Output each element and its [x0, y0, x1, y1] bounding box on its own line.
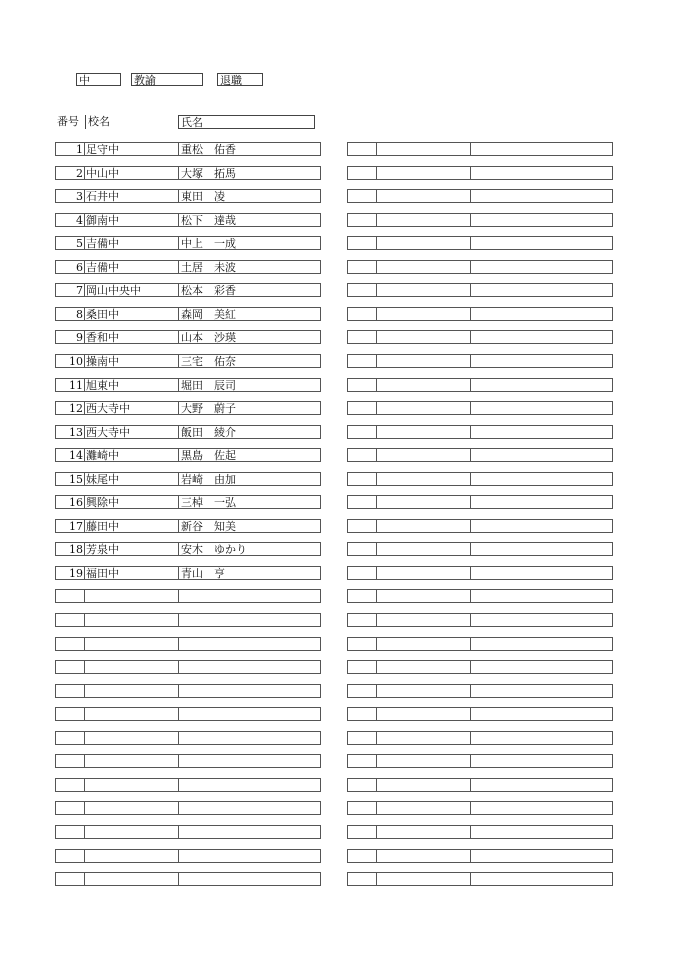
- cell-name: [178, 613, 321, 627]
- cell-school: [376, 825, 471, 839]
- cell-school: [376, 566, 471, 580]
- cell-school: [376, 378, 471, 392]
- cell-number: [347, 637, 377, 651]
- cell-name: [470, 283, 613, 297]
- cell-school: [376, 401, 471, 415]
- cell-number: [347, 566, 377, 580]
- cell-school: 西大寺中: [84, 401, 179, 415]
- cell-name: [470, 778, 613, 792]
- cell-number: [347, 684, 377, 698]
- cell-number: [55, 707, 85, 721]
- cell-name: [470, 236, 613, 250]
- cell-number: 16: [55, 495, 85, 509]
- cell-name: [470, 142, 613, 156]
- cell-name: 重松 佑香: [178, 142, 321, 156]
- cell-school: [84, 801, 179, 815]
- cell-school: 吉備中: [84, 236, 179, 250]
- cell-name: 大野 蔚子: [178, 401, 321, 415]
- cell-name: 東田 凌: [178, 189, 321, 203]
- cell-number: 18: [55, 542, 85, 556]
- column-header-name: 氏名: [178, 115, 315, 129]
- cell-school: [376, 307, 471, 321]
- cell-number: [347, 849, 377, 863]
- cell-school: 岡山中央中: [84, 283, 179, 297]
- cell-name: 三棹 一弘: [178, 495, 321, 509]
- cell-number: 10: [55, 354, 85, 368]
- cell-name: [178, 825, 321, 839]
- cell-name: [178, 684, 321, 698]
- cell-name: [470, 330, 613, 344]
- cell-school: 福田中: [84, 566, 179, 580]
- cell-number: 17: [55, 519, 85, 533]
- cell-number: 12: [55, 401, 85, 415]
- cell-number: [347, 754, 377, 768]
- cell-number: [347, 872, 377, 886]
- cell-number: [347, 401, 377, 415]
- cell-name: [470, 825, 613, 839]
- cell-name: [470, 684, 613, 698]
- cell-number: [55, 872, 85, 886]
- cell-school: [376, 519, 471, 533]
- cell-name: [470, 472, 613, 486]
- cell-school: [376, 754, 471, 768]
- cell-number: [347, 660, 377, 674]
- cell-number: [347, 378, 377, 392]
- cell-number: [347, 166, 377, 180]
- cell-school: 旭東中: [84, 378, 179, 392]
- cell-school: [84, 660, 179, 674]
- cell-school: [84, 637, 179, 651]
- cell-school: [376, 495, 471, 509]
- cell-name: [470, 189, 613, 203]
- cell-number: [55, 754, 85, 768]
- cell-school: [376, 354, 471, 368]
- cell-number: [347, 519, 377, 533]
- cell-number: [347, 425, 377, 439]
- cell-school: [84, 849, 179, 863]
- cell-number: [347, 495, 377, 509]
- cell-school: 灘崎中: [84, 448, 179, 462]
- cell-school: [84, 778, 179, 792]
- cell-name: [470, 637, 613, 651]
- cell-name: [470, 589, 613, 603]
- column-header-number: 番号: [57, 115, 79, 128]
- cell-school: [376, 330, 471, 344]
- cell-name: [178, 754, 321, 768]
- cell-number: [347, 283, 377, 297]
- cell-name: [470, 448, 613, 462]
- cell-name: 安木 ゆかり: [178, 542, 321, 556]
- cell-number: 19: [55, 566, 85, 580]
- column-header-school: 校名: [85, 115, 178, 129]
- cell-school: [376, 660, 471, 674]
- cell-name: [470, 566, 613, 580]
- cell-school: [376, 260, 471, 274]
- cell-number: [347, 731, 377, 745]
- cell-number: [347, 778, 377, 792]
- cell-name: [470, 378, 613, 392]
- cell-number: 14: [55, 448, 85, 462]
- cell-name: [470, 425, 613, 439]
- cell-number: 9: [55, 330, 85, 344]
- cell-number: [347, 213, 377, 227]
- cell-name: [178, 707, 321, 721]
- cell-number: 6: [55, 260, 85, 274]
- cell-name: [178, 778, 321, 792]
- cell-school: [84, 707, 179, 721]
- cell-number: [347, 825, 377, 839]
- cell-name: [470, 801, 613, 815]
- cell-name: 森岡 美紅: [178, 307, 321, 321]
- cell-school: [84, 731, 179, 745]
- cell-number: [55, 801, 85, 815]
- cell-school: [376, 472, 471, 486]
- cell-school: [84, 589, 179, 603]
- cell-name: [470, 307, 613, 321]
- cell-school: [376, 778, 471, 792]
- cell-number: [347, 260, 377, 274]
- cell-name: [470, 707, 613, 721]
- cell-school: 藤田中: [84, 519, 179, 533]
- cell-number: [55, 613, 85, 627]
- cell-school: [376, 731, 471, 745]
- cell-name: 山本 沙瑛: [178, 330, 321, 344]
- cell-name: [178, 731, 321, 745]
- cell-name: 土居 未波: [178, 260, 321, 274]
- cell-number: [55, 637, 85, 651]
- cell-name: [178, 660, 321, 674]
- cell-number: 13: [55, 425, 85, 439]
- cell-number: [347, 707, 377, 721]
- cell-name: 青山 亨: [178, 566, 321, 580]
- cell-school: [376, 589, 471, 603]
- cell-school: 御南中: [84, 213, 179, 227]
- cell-name: [470, 872, 613, 886]
- cell-name: [178, 849, 321, 863]
- cell-name: [470, 354, 613, 368]
- cell-school: 妹尾中: [84, 472, 179, 486]
- cell-name: [178, 872, 321, 886]
- cell-number: 1: [55, 142, 85, 156]
- cell-number: [347, 307, 377, 321]
- cell-name: 三宅 佑奈: [178, 354, 321, 368]
- cell-name: [470, 731, 613, 745]
- cell-school: 芳泉中: [84, 542, 179, 556]
- cell-number: [55, 660, 85, 674]
- cell-number: [347, 472, 377, 486]
- cell-name: [470, 166, 613, 180]
- cell-number: [347, 330, 377, 344]
- cell-name: [470, 754, 613, 768]
- cell-number: [347, 801, 377, 815]
- cell-name: [470, 542, 613, 556]
- cell-name: 黒島 佐起: [178, 448, 321, 462]
- cell-name: 堀田 辰司: [178, 378, 321, 392]
- cell-school: 吉備中: [84, 260, 179, 274]
- cell-number: [55, 589, 85, 603]
- cell-name: 岩崎 由加: [178, 472, 321, 486]
- cell-name: 大塚 拓馬: [178, 166, 321, 180]
- cell-number: 8: [55, 307, 85, 321]
- cell-number: [55, 825, 85, 839]
- cell-number: [55, 684, 85, 698]
- cell-school: [84, 754, 179, 768]
- cell-name: [178, 637, 321, 651]
- cell-number: [55, 731, 85, 745]
- cell-name: [470, 260, 613, 274]
- cell-name: [470, 613, 613, 627]
- cell-number: [55, 778, 85, 792]
- cell-name: [470, 519, 613, 533]
- cell-name: 飯田 綾介: [178, 425, 321, 439]
- cell-school: [376, 684, 471, 698]
- cell-name: [470, 401, 613, 415]
- cell-name: [470, 495, 613, 509]
- cell-school: [376, 801, 471, 815]
- cell-name: [178, 801, 321, 815]
- cell-school: [84, 825, 179, 839]
- cell-number: 4: [55, 213, 85, 227]
- cell-school: 操南中: [84, 354, 179, 368]
- cell-number: 2: [55, 166, 85, 180]
- cell-school: [376, 425, 471, 439]
- cell-number: 7: [55, 283, 85, 297]
- cell-number: 3: [55, 189, 85, 203]
- cell-school: [84, 613, 179, 627]
- cell-school: [84, 872, 179, 886]
- cell-number: [347, 448, 377, 462]
- cell-school: [84, 684, 179, 698]
- cell-school: [376, 707, 471, 721]
- header-box-status: 退職: [217, 73, 263, 86]
- cell-number: 5: [55, 236, 85, 250]
- cell-number: [55, 849, 85, 863]
- cell-number: [347, 542, 377, 556]
- cell-school: 興除中: [84, 495, 179, 509]
- cell-name: [470, 213, 613, 227]
- cell-school: [376, 849, 471, 863]
- cell-name: [178, 589, 321, 603]
- cell-school: [376, 542, 471, 556]
- cell-number: [347, 589, 377, 603]
- cell-school: [376, 142, 471, 156]
- cell-school: 足守中: [84, 142, 179, 156]
- cell-school: 桑田中: [84, 307, 179, 321]
- cell-school: [376, 637, 471, 651]
- cell-school: [376, 236, 471, 250]
- cell-number: [347, 236, 377, 250]
- cell-school: [376, 189, 471, 203]
- cell-number: 11: [55, 378, 85, 392]
- header-box-school-level: 中: [76, 73, 121, 86]
- header-box-position: 教諭: [131, 73, 203, 86]
- cell-school: 中山中: [84, 166, 179, 180]
- cell-school: [376, 613, 471, 627]
- cell-school: [376, 213, 471, 227]
- cell-number: [347, 613, 377, 627]
- cell-number: [347, 142, 377, 156]
- cell-name: [470, 849, 613, 863]
- cell-name: 中上 一成: [178, 236, 321, 250]
- cell-number: [347, 189, 377, 203]
- cell-school: [376, 872, 471, 886]
- cell-name: 松本 彩香: [178, 283, 321, 297]
- cell-school: [376, 283, 471, 297]
- cell-school: [376, 448, 471, 462]
- cell-name: [470, 660, 613, 674]
- cell-school: 香和中: [84, 330, 179, 344]
- cell-school: 石井中: [84, 189, 179, 203]
- cell-name: 新谷 知美: [178, 519, 321, 533]
- cell-number: [347, 354, 377, 368]
- cell-number: 15: [55, 472, 85, 486]
- cell-name: 松下 達哉: [178, 213, 321, 227]
- cell-school: [376, 166, 471, 180]
- cell-school: 西大寺中: [84, 425, 179, 439]
